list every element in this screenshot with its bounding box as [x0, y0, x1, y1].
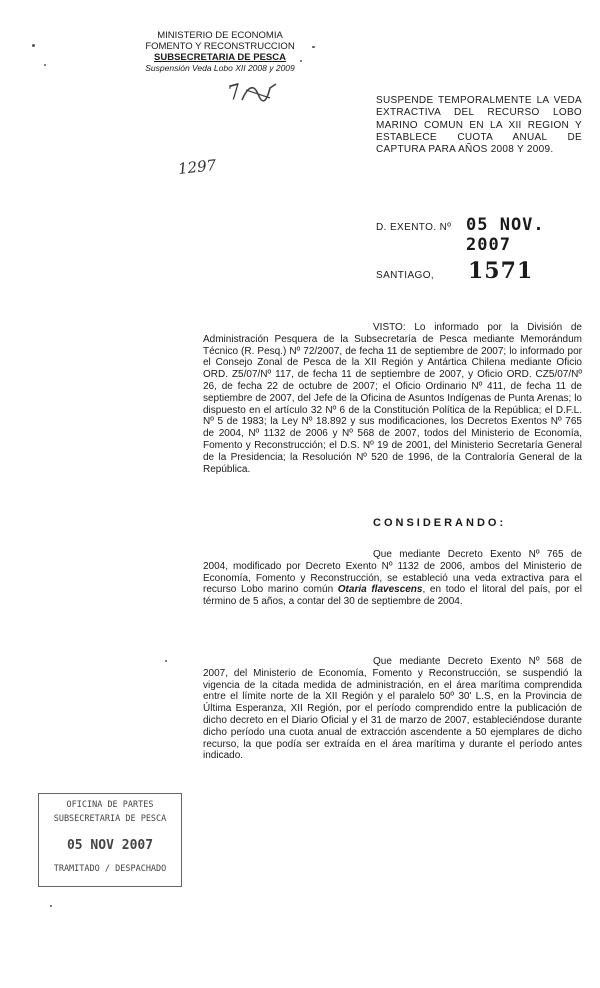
- handwritten-number: 1297: [177, 156, 218, 178]
- considerando-paragraph-2: Que mediante Decreto Exento Nº 568 de 2007, del Ministerio de Economía, Fomento y Reconstrucción, se suspendió la vigencia de la citada medida de administración, en el área marítima comprendida entre el límite norte de la XII Región y el paralelo 50º 30' L.S, en la Provincia de Última Esperanza, XII Región, por el período comprendido entre la publicación de dicho decreto en el Diario Oficial y el 31 de marzo de 2007, estableciéndose durante dicho período una cuota anual de extracción ascendente a 50 ejemplares de dicho recurso, la que podía ser extraída en el área marítima y durante el período antes indicado.: [203, 656, 582, 762]
- letterhead-subsecretaria: SUBSECRETARIA DE PESCA: [154, 52, 286, 63]
- letterhead-department: FOMENTO Y RECONSTRUCCION: [145, 41, 295, 52]
- decree-label: D. EXENTO. Nº: [376, 222, 452, 233]
- para1-text-before: Que mediante Decreto Exento Nº 765 de 2004, modificado por Decreto Exento Nº 1132 de 2006, ambos del Ministerio de Economía, Fomento y Reconstrucción, se estableció una veda extractiva para el recurso Lobo marino común: [203, 549, 582, 596]
- document-subject: SUSPENDE TEMPORALMENTE LA VEDA EXTRACTIVA DEL RECURSO LOBO MARINO COMUN EN LA XII REGION Y ESTABLECE CUOTA ANUAL DE CAPTURA PARA AÑOS 2008 Y 2009.: [376, 95, 582, 156]
- signature-scribble: [240, 80, 280, 108]
- office-reception-stamp: [38, 793, 182, 887]
- resolution-number: 1571: [468, 258, 534, 284]
- stamp-office-line: OFICINA DE PARTES: [66, 800, 154, 810]
- letterhead-ministry: MINISTERIO DE ECONOMIA: [157, 30, 283, 41]
- stamp-agency-line: SUBSECRETARIA DE PESCA: [53, 814, 167, 824]
- visto-paragraph: VISTO: Lo informado por la División de Administración Pesquera de la Subsecretaría de Pesca mediante Memorándum Técnico (R. Pesq.) Nº 72/2007, de fecha 11 de septiembre de 2007; lo informado por el Consejo Zonal de Pesca de la XII Región y Antártica Chilena mediante Oficio ORD. Z5/07/Nº 117, de fecha 11 de septiembre de 2007, y Oficio ORD. CZ5/07/Nº 26, de fecha 22 de octubre de 2007; el Oficio Ordinario Nº 411, de fecha 11 de septiembre de 2007, del Jefe de la Oficina de Asuntos Indígenas de Punta Arenas; lo dispuesto en el artículo 32 Nº 6 de la Constitución Política de la República; el D.F.L. Nº 5 de 1983; la Ley Nº 18.892 y sus modificaciones, los Decretos Exentos Nº 765 de 2004, Nº 1132 de 2006 y Nº 568 de 2007, todos del Ministerio de Economía, Fomento y Reconstrucción; el D.S. Nº 19 de 2001, del Ministerio Secretaría General de la Presidencia; la Resolución Nº 520 de 1996, de la Contraloría General de la República.: [203, 322, 582, 475]
- handwritten-initials: 7: [225, 78, 244, 106]
- stamp-status-line: TRAMITADO / DESPACHADO: [53, 864, 167, 874]
- decree-date-stamp: 05 NOV. 2007: [466, 215, 545, 255]
- considerando-paragraph-1: [203, 549, 582, 608]
- stamp-date: 05 NOV 2007: [66, 838, 154, 853]
- letterhead: [130, 30, 310, 74]
- document-reference: Suspensión Veda Lobo XII 2008 y 2009: [145, 63, 295, 73]
- place-label: SANTIAGO,: [376, 270, 435, 281]
- considerando-heading: CONSIDERANDO:: [373, 517, 507, 529]
- species-name: Otaria flavescens: [337, 584, 423, 596]
- para1-text-after: , en todo el litoral del país, por el término de 5 años, a contar del 30 de septiembre de 2004.: [203, 584, 582, 608]
